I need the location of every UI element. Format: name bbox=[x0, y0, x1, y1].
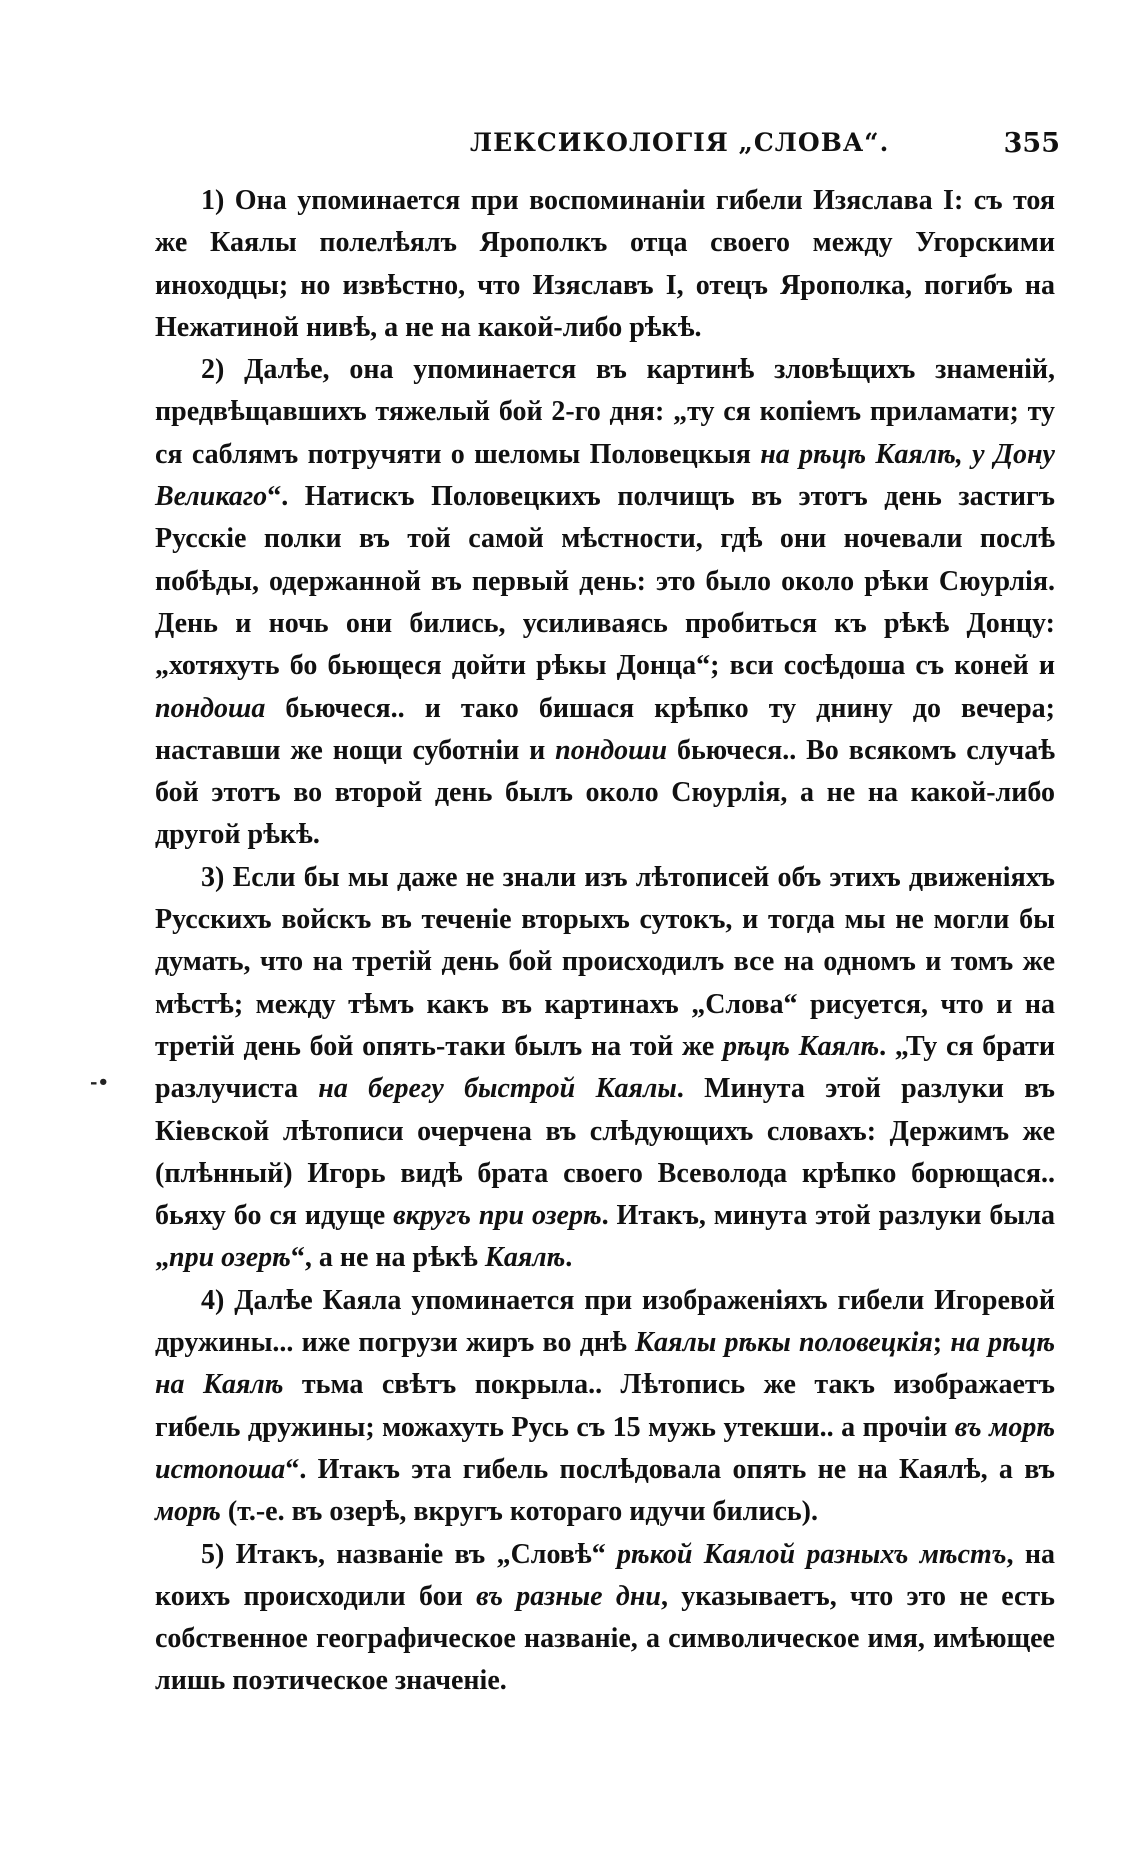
italic-quote: въ морѣ истопоша bbox=[155, 1411, 1055, 1485]
text-run: “, а не на рѣкѣ bbox=[290, 1242, 485, 1274]
italic-quote: пондоша bbox=[155, 692, 266, 724]
italic-quote: морѣ bbox=[155, 1496, 221, 1528]
text-run: 5) Итакъ, названіе въ „Словѣ“ bbox=[201, 1538, 618, 1570]
text-run: бьючеся.. Во всякомъ случаѣ бой этотъ во второй день былъ около Сюурлія, а не на какой-либо другой рѣкѣ. bbox=[155, 734, 1055, 851]
text-run: 4) Далѣе Каяла упоминается при изображеніяхъ гибели Игоревой дружины... иже погрузи жиръ во днѣ bbox=[155, 1284, 1055, 1359]
text-run: . bbox=[565, 1242, 573, 1274]
italic-quote: рѣкой Каялой разныхъ мѣстъ bbox=[617, 1538, 1007, 1570]
italic-quote: рѣцѣ Каялѣ bbox=[723, 1030, 880, 1062]
italic-quote: Каялѣ bbox=[484, 1242, 566, 1274]
text-run: , на коихъ происходили бои bbox=[155, 1538, 1055, 1612]
paragraph-4 bbox=[155, 1280, 1055, 1534]
paragraph-1 bbox=[155, 180, 1055, 349]
page-number: 355 bbox=[1003, 128, 1060, 159]
running-header bbox=[160, 128, 1060, 168]
italic-quote: на рѣцѣ на Каялѣ bbox=[155, 1327, 1056, 1401]
italic-quote: при озерѣ bbox=[169, 1242, 291, 1274]
italic-quote: на рѣцѣ Каялѣ, у Дону Великаго bbox=[155, 438, 1055, 513]
paragraph-5 bbox=[155, 1534, 1055, 1703]
paragraph-2 bbox=[155, 349, 1055, 857]
margin-mark: -• bbox=[90, 1072, 109, 1093]
text-run: “. Натискъ Половецкихъ полчищъ въ этотъ день застигъ Русскіе полки въ той самой мѣстности, гдѣ они ночевали послѣ побѣды, одержанной въ первый день: это было около рѣки Сюурлія. День и ночь они бились, усиливаясь пробиться къ рѣкѣ Донцу: „хотяхуть бо бьющеся дойти рѣкы Донца“; вси сосѣдоша съ коней и bbox=[155, 481, 1055, 682]
text-run: . Минута этой разлуки въ Кіевской лѣтописи очерчена въ слѣдующихъ словахъ: Держимъ же (плѣнный) Игорь видѣ брата своего Всеволода крѣпко борющася.. бьяху бо ся идуще bbox=[155, 1073, 1055, 1232]
text-run: 2) Далѣе, она упоминается въ картинѣ зловѣщихъ знаменій, предвѣщавшихъ тяжелый бой 2-го дня: „ту ся копіемъ приламати; ту ся саблямъ потручяти о шеломы Половецкыя bbox=[155, 354, 1055, 470]
italic-quote: Каялы рѣкы половецкія bbox=[635, 1327, 933, 1359]
text-run: , указываетъ, что это не есть собственное географическое названіе, а символическое имя, имѣющее лишь поэтическое значеніе. bbox=[155, 1580, 1055, 1697]
text-run: 1) Она упоминается при воспоминаніи гибели Изяслава I: съ тоя же Каялы полелѣялъ Ярополкъ отца своего между Угорскими иноходцы; но извѣстно, что Изяславъ I, отецъ Ярополка, погибъ на Нежатиной нивѣ, а не на какой-либо рѣкѣ. bbox=[155, 185, 1055, 343]
text-run: бьючеся.. и тако бишася крѣпко ту днину до вечера; наставши же нощи суботніи и bbox=[155, 692, 1055, 766]
italic-quote: пондоши bbox=[555, 734, 668, 766]
text-run: ; bbox=[932, 1327, 951, 1359]
paragraph-3 bbox=[155, 857, 1055, 1280]
italic-quote: вкругъ при озерѣ bbox=[393, 1200, 602, 1232]
italic-quote: на берегу быстрой Каялы bbox=[318, 1073, 677, 1105]
text-run: тьма свѣтъ покрыла.. Лѣтопись же такъ изображаетъ гибель дружины; можахуть Русь съ 15 мужь утекши.. а прочіи bbox=[155, 1369, 1055, 1443]
text-run: (т.-е. въ озерѣ, вкругъ котораго идучи бились). bbox=[220, 1496, 819, 1528]
text-run: 3) Если бы мы даже не знали изъ лѣтописей объ этихъ движеніяхъ Русскихъ войскъ въ теченіе вторыхъ сутокъ, и тогда мы не могли бы думать, что на третій день бой происходилъ все на одномъ и томъ же мѣстѣ; между тѣмъ какъ въ картинахъ „Слова“ рисуется, что и на третій день бой опять-таки былъ на той же bbox=[155, 861, 1055, 1062]
text-run: . „Ту ся брати разлучиста bbox=[155, 1030, 1055, 1105]
text-run: “. Итакъ эта гибель послѣдовала опять не на Каялѣ, а въ bbox=[285, 1453, 1055, 1485]
text-run: . Итакъ, минута этой разлуки была „ bbox=[155, 1200, 1055, 1274]
running-title: ЛЕКСИКОЛОГІЯ „СЛОВА“. bbox=[470, 128, 890, 157]
body-text bbox=[155, 180, 1055, 1703]
italic-quote: въ разные дни bbox=[476, 1580, 661, 1612]
